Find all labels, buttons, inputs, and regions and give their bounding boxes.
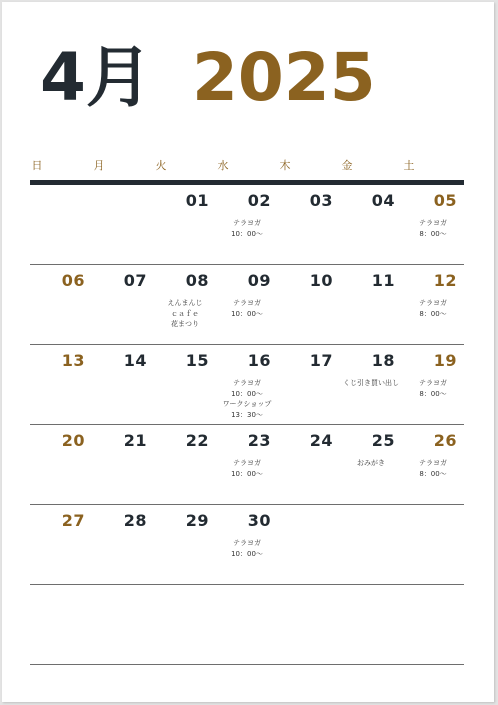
- day-cell: [216, 265, 278, 344]
- day-number: 28: [123, 511, 147, 530]
- weekday-tue: 火: [155, 159, 167, 172]
- day-cell: [154, 505, 216, 584]
- weekday-sun: 日: [31, 159, 43, 172]
- day-number: 18: [371, 351, 395, 370]
- event-text: テラヨガ: [419, 379, 447, 387]
- day-cell: [154, 265, 216, 344]
- day-cell: [92, 345, 154, 424]
- day-cell: [340, 425, 402, 504]
- day-cell: [30, 425, 92, 504]
- day-number: 29: [185, 511, 209, 530]
- day-number: 10: [309, 271, 333, 290]
- day-cell: [402, 505, 464, 584]
- day-cell: [278, 505, 340, 584]
- event-text: ワークショップ: [222, 400, 272, 409]
- day-number: 02: [247, 191, 271, 210]
- day-number: 17: [309, 351, 333, 370]
- day-cell: [154, 185, 216, 264]
- day-number: 26: [433, 431, 457, 450]
- day-number: 30: [247, 511, 271, 530]
- event-text: 10：00〜: [231, 309, 263, 318]
- event-list: [340, 378, 402, 389]
- day-cell: [154, 425, 216, 504]
- weekday-sat: 土: [403, 159, 415, 172]
- day-cell: [216, 505, 278, 584]
- day-cell: [340, 585, 402, 664]
- day-cell: [340, 265, 402, 344]
- day-number: 20: [61, 431, 85, 450]
- event-text: テラヨガ: [233, 459, 261, 467]
- event-text: テラヨガ: [419, 459, 447, 467]
- day-number: 23: [247, 431, 271, 450]
- event-text: 10：00〜: [231, 549, 263, 558]
- day-number: 25: [371, 431, 395, 450]
- day-cell: [216, 425, 278, 504]
- day-cell: [278, 425, 340, 504]
- event-text: テラヨガ: [233, 299, 261, 307]
- day-cell: [278, 265, 340, 344]
- day-cell: [340, 185, 402, 264]
- event-text: テラヨガ: [419, 219, 447, 227]
- week-row: [30, 505, 464, 585]
- week-row: [30, 185, 464, 265]
- event-list: [216, 458, 278, 479]
- day-cell: [216, 185, 278, 264]
- day-cell: [154, 345, 216, 424]
- day-cell: [30, 265, 92, 344]
- event-text: テラヨガ: [233, 379, 261, 387]
- day-number: 07: [123, 271, 147, 290]
- event-list: [340, 458, 402, 469]
- day-number: 12: [433, 271, 457, 290]
- day-cell: [92, 265, 154, 344]
- day-cell: [402, 345, 464, 424]
- event-text: 13：30〜: [231, 411, 263, 420]
- event-text: くじ引き買い出し: [343, 379, 399, 387]
- event-text: テラヨガ: [233, 539, 261, 547]
- day-number: 21: [123, 431, 147, 450]
- day-number: 27: [61, 511, 85, 530]
- day-cell: [402, 185, 464, 264]
- weekday-header: [30, 157, 463, 173]
- day-number: 03: [309, 191, 333, 210]
- event-list: [402, 458, 464, 479]
- day-cell: [278, 185, 340, 264]
- day-number: 16: [247, 351, 271, 370]
- event-list: [402, 378, 464, 399]
- event-text: ｃａｆｅ: [171, 309, 199, 318]
- calendar-grid: [30, 185, 464, 665]
- year-label: 2025: [191, 39, 376, 116]
- event-text: テラヨガ: [419, 299, 447, 307]
- day-cell: [30, 585, 92, 664]
- day-cell: [278, 345, 340, 424]
- calendar-page: [2, 2, 494, 702]
- day-number: 06: [61, 271, 85, 290]
- day-cell: [92, 185, 154, 264]
- event-text: 10：00〜: [231, 229, 263, 238]
- event-text: 8：00〜: [419, 309, 447, 318]
- week-row: [30, 585, 464, 665]
- day-cell: [92, 425, 154, 504]
- day-number: 11: [371, 271, 395, 290]
- day-number: 22: [185, 431, 209, 450]
- event-text: テラヨガ: [233, 219, 261, 227]
- weekday-thu: 木: [279, 159, 291, 172]
- event-text: えんまんじ: [167, 299, 203, 307]
- event-text: 10：00〜: [231, 469, 263, 478]
- day-cell: [402, 425, 464, 504]
- day-number: 09: [247, 271, 271, 290]
- day-number: 01: [185, 191, 209, 210]
- month-label: 4月: [40, 39, 152, 116]
- event-list: [154, 298, 216, 330]
- day-number: 15: [185, 351, 209, 370]
- calendar-title: [40, 38, 376, 118]
- day-number: 14: [123, 351, 147, 370]
- event-text: 8：00〜: [419, 469, 447, 478]
- day-cell: [92, 585, 154, 664]
- event-text: 8：00〜: [419, 389, 447, 398]
- event-list: [216, 298, 278, 319]
- day-cell: [340, 345, 402, 424]
- day-number: 08: [185, 271, 209, 290]
- event-list: [216, 538, 278, 559]
- day-number: 05: [433, 191, 457, 210]
- day-number: 13: [61, 351, 85, 370]
- day-cell: [340, 505, 402, 584]
- event-text: 8：00〜: [419, 229, 447, 238]
- day-cell: [30, 345, 92, 424]
- event-list: [216, 378, 278, 421]
- event-list: [402, 298, 464, 319]
- day-cell: [30, 185, 92, 264]
- event-text: おみがき: [357, 459, 385, 467]
- day-number: 04: [371, 191, 395, 210]
- day-cell: [402, 265, 464, 344]
- weekday-fri: 金: [341, 159, 353, 172]
- event-text: 花まつり: [171, 320, 199, 329]
- week-row: [30, 425, 464, 505]
- day-cell: [402, 585, 464, 664]
- day-cell: [92, 505, 154, 584]
- event-list: [402, 218, 464, 239]
- day-cell: [278, 585, 340, 664]
- event-list: [216, 218, 278, 239]
- weekday-wed: 水: [217, 159, 229, 172]
- day-cell: [216, 585, 278, 664]
- day-cell: [154, 585, 216, 664]
- day-cell: [216, 345, 278, 424]
- week-row: [30, 345, 464, 425]
- day-number: 24: [309, 431, 333, 450]
- day-cell: [30, 505, 92, 584]
- week-row: [30, 265, 464, 345]
- day-number: 19: [433, 351, 457, 370]
- weekday-mon: 月: [93, 159, 105, 172]
- event-text: 10：00〜: [231, 389, 263, 398]
